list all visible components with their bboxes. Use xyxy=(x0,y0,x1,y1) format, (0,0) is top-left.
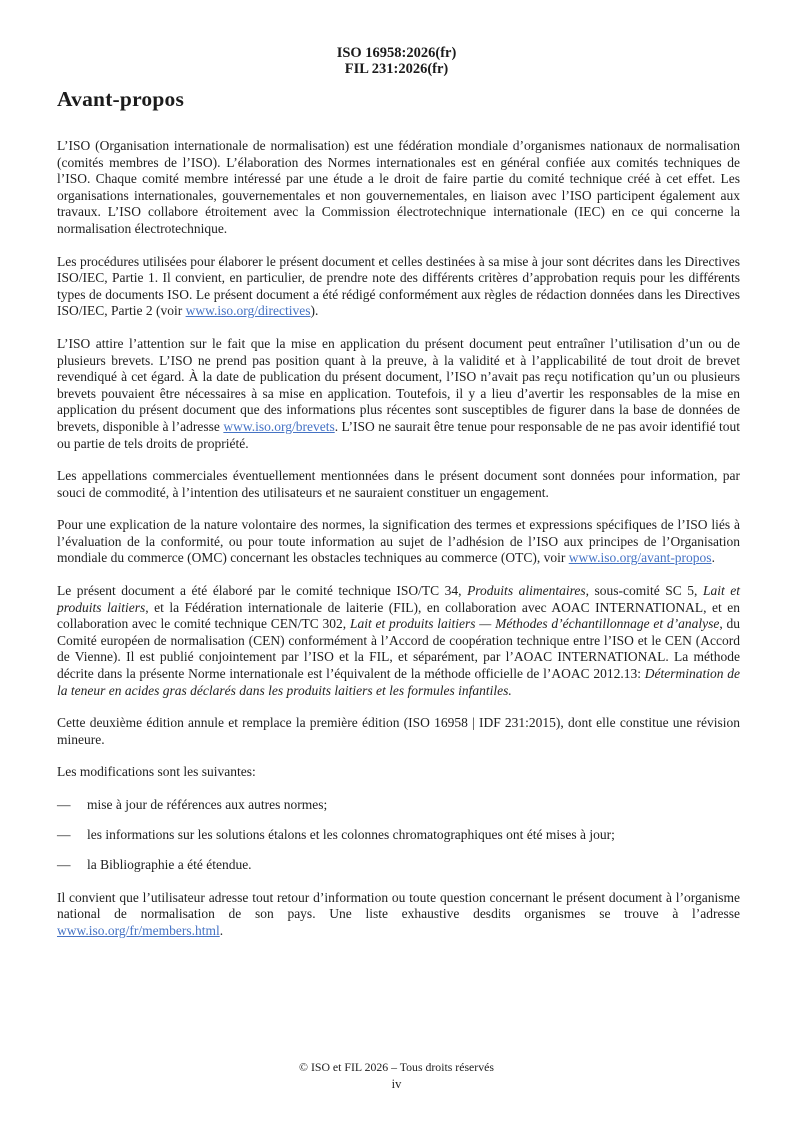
text-run: , du Comité européen de normalisation (CEN) conformément à l’Accord de coopération technique entre l’ISO et le CEN (Accord de Vienne). Il est publié conjointement par l’ISO et la FIL, et séparément, par l’AOAC INTERNATIONAL. La méthode décrite dans la présente Norme internationale est l’équivalent de la méthode officielle de l’AOAC 2012.13: xyxy=(57,616,740,682)
italic-text: Détermination de la teneur en acides gras déclarés dans les produits laitiers et les formules infantiles. xyxy=(57,666,740,698)
text-run: . xyxy=(219,922,224,938)
text-run: , sous-comité SC 5, xyxy=(585,583,703,599)
document-header xyxy=(0,0,793,77)
text-run: L’ISO (Organisation internationale de normalisation) est une fédération mondiale d’organismes nationaux de normalisation (comités membres de l’ISO). L’élaboration des Normes internationales est en général confiée aux comités techniques de l’ISO. Chaque comité membre intéressé par une étude a le droit de faire partie du comité technique créé à cet effet. Les organisations internationales, gouvernementales et non gouvernementales, en liaison avec l’ISO participent également aux travaux. L’ISO collabore étroitement avec la Commission électrotechnique internationale (IEC) en ce qui concerne la normalisation électrotechnique. xyxy=(57,138,740,236)
page-title: Avant-propos xyxy=(57,87,185,111)
doc-reference-iso: ISO 16958:2026(fr) xyxy=(336,45,457,61)
link-iso-avant-propos[interactable]: www.iso.org/avant-propos xyxy=(568,550,712,566)
text-run: . L’ISO ne saurait être tenue pour responsable de ne pas avoir identifié tout ou partie de tels droits de propriété. xyxy=(57,418,741,451)
list-item-text: la Bibliographie a été étendue. xyxy=(87,857,252,873)
italic-text: Lait et produits laitiers xyxy=(57,583,740,615)
text-run: L’ISO attire l’attention sur le fait que la mise en application du présent document peut entraîner l’utilisation d’un ou de plusieurs brevets. L’ISO ne prend pas position quant à la preuve, à la validité et à l’applicabilité de tout droit de brevet revendiqué à cet égard. À la date de publication du présent document, l’ISO n’avait pas reçu notification qu’un ou plusieurs brevets pouvaient être nécessaires à sa mise en application. Toutefois, il y a lieu d’avertir les responsables de la mise en application du présent document que des informations plus récentes sont susceptibles de figurer dans la base de données de brevets, disponible à l’adresse xyxy=(57,335,740,434)
text-run: Cette deuxième édition annule et remplace la première édition (ISO 16958 | IDF 231:2015), dont elle constitue une révision mineure. xyxy=(57,715,740,747)
link-iso-directives[interactable]: www.iso.org/directives xyxy=(185,303,311,319)
text-run: . xyxy=(711,550,715,566)
text-run: Les procédures utilisées pour élaborer le présent document et celles destinées à sa mise à jour sont décrites dans les Directives ISO/IEC, Partie 1. Il convient, en particulier, de prendre note des différents critères d’approbation requis pour les différents types de documents ISO. Le présent document a été rédigé conformément aux règles de rédaction données dans les Directives ISO/IEC, Partie 2 (voir xyxy=(57,253,740,319)
dash-bullet: — xyxy=(57,827,71,843)
link-iso-members[interactable]: www.iso.org/fr/members.html xyxy=(57,922,220,938)
text-run: Les appellations commerciales éventuellement mentionnées dans le présent document sont données pour information, par souci de commodité, à l’intention des utilisateurs et ne sauraient constituer un engagement. xyxy=(57,468,740,500)
foreword-body xyxy=(57,138,740,940)
paragraph-procedures-directives xyxy=(57,254,740,320)
italic-text: Produits alimentaires xyxy=(467,583,586,599)
dash-bullet: — xyxy=(57,797,71,812)
copyright-notice: © ISO et FIL 2026 – Tous droits réservés xyxy=(299,1060,494,1074)
text-run: Il convient que l’utilisateur adresse tout retour d’information ou toute question concernant le présent document à l’organisme national de normalisation de son pays. Une liste exhaustive desdits organismes se trouve à l’adresse xyxy=(57,889,740,922)
page-content xyxy=(0,87,793,940)
list-item-text: les informations sur les solutions étalons et les colonnes chromatographiques ont été mises à jour; xyxy=(87,827,615,843)
page-number: iv xyxy=(391,1077,402,1091)
paragraph-voluntary-nature xyxy=(57,517,740,567)
italic-text: Lait et produits laitiers — Méthodes d’échantillonnage et d’analyse xyxy=(349,616,720,632)
dash-bullet: — xyxy=(57,857,71,873)
paragraph-feedback xyxy=(57,890,740,940)
paragraph-patents-notice xyxy=(57,336,740,452)
paragraph-trade-names xyxy=(57,468,740,501)
document-footer xyxy=(0,1060,793,1092)
text-run: Les modifications sont les suivantes: xyxy=(57,764,256,780)
link-iso-brevets[interactable]: www.iso.org/brevets xyxy=(223,418,335,434)
list-item-bibliography xyxy=(57,857,740,874)
list-item-standard-solutions xyxy=(57,827,740,844)
text-run: Le présent document a été élaboré par le comité technique ISO/TC 34, xyxy=(57,583,468,599)
text-run: Pour une explication de la nature volontaire des normes, la signification des termes et expressions spécifiques de l’ISO liés à l’évaluation de la conformité, ou pour toute information au sujet de l’adhésion de l’ISO aux principes de l’Organisation mondiale du commerce (OMC) concernant les obstacles techniques au commerce (OTC), voir xyxy=(57,517,740,566)
doc-reference-fil: FIL 231:2026(fr) xyxy=(344,60,449,77)
list-item-references-update xyxy=(57,797,740,814)
paragraph-modifications-intro xyxy=(57,764,740,781)
text-run: ). xyxy=(310,303,319,319)
list-item-text: mise à jour de références aux autres normes; xyxy=(87,797,328,812)
paragraph-iso-introduction xyxy=(57,138,740,238)
paragraph-second-edition xyxy=(57,715,740,748)
modifications-list xyxy=(57,797,740,874)
paragraph-committee-origin xyxy=(57,583,740,699)
text-run: , et la Fédération internationale de laiterie (FIL), en collaboration avec AOAC INTERNATIONAL, et en collaboration avec le comité technique CEN/TC 302, xyxy=(57,599,740,632)
